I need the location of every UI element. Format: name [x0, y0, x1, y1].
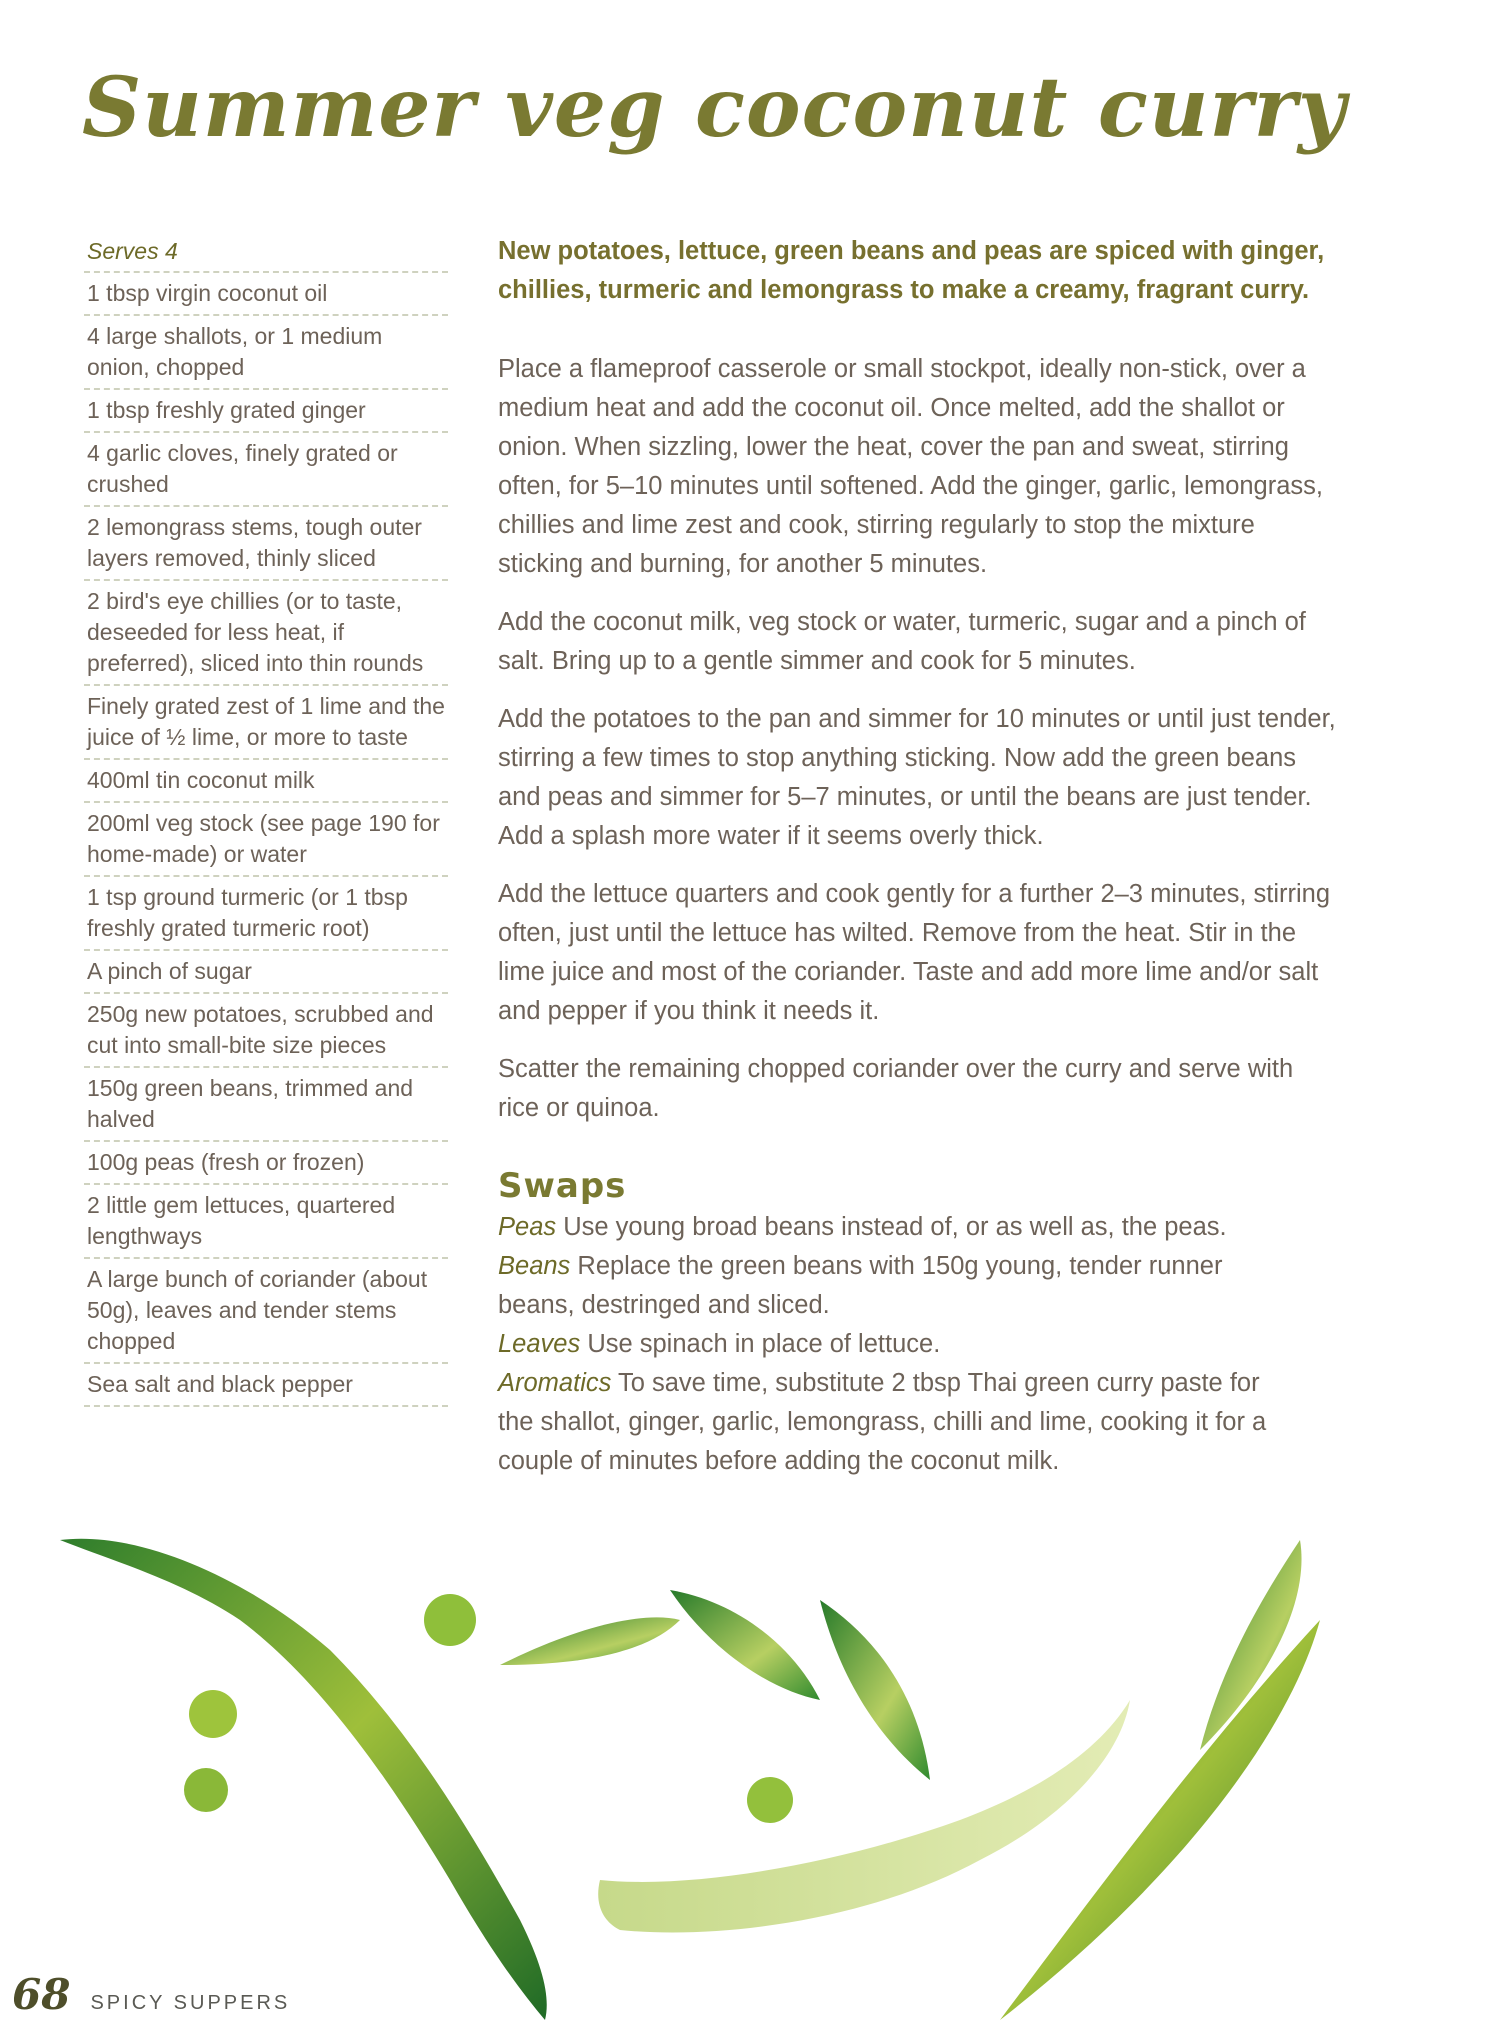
- ingredient-item: 400ml tin coconut milk: [84, 760, 448, 803]
- coriander-leaf: [670, 1590, 820, 1700]
- swap-item: [498, 1208, 1278, 1247]
- swap-item: [498, 1247, 1278, 1325]
- ingredient-item: A pinch of sugar: [84, 951, 448, 994]
- method-step: Scatter the remaining chopped coriander over the curry and serve with rice or quinoa.: [498, 1055, 1294, 1122]
- swap-label: Leaves: [498, 1330, 581, 1358]
- vegetable-illustration: [0, 1500, 1500, 2041]
- coriander-leaf: [500, 1617, 680, 1665]
- pea: [747, 1777, 793, 1823]
- swaps-heading: Swaps: [498, 1166, 627, 1206]
- lettuce-leaf: [1000, 1620, 1320, 2020]
- swap-text: Use spinach in place of lettuce.: [580, 1330, 941, 1358]
- ingredient-item: 2 lemongrass stems, tough outer layers removed, thinly sliced: [84, 507, 448, 581]
- page-footer: [12, 1970, 290, 2019]
- recipe-title: Summer veg coconut curry: [82, 60, 1347, 156]
- swap-text: To save time, substitute 2 tbsp Thai green curry paste for the shallot, ginger, garlic, lemongrass, chilli and lime, cooking it for a couple of minutes before adding the coconut milk.: [498, 1369, 1267, 1475]
- serves-label: Serves 4: [84, 232, 448, 273]
- ingredient-item: 250g new potatoes, scrubbed and cut into small-bite size pieces: [84, 994, 448, 1068]
- ingredient-item: 150g green beans, trimmed and halved: [84, 1068, 448, 1142]
- runner-bean: [598, 1700, 1130, 1932]
- ingredient-item: 200ml veg stock (see page 190 for home-made) or water: [84, 803, 448, 877]
- ingredient-item: 1 tsp ground turmeric (or 1 tbsp freshly grated turmeric root): [84, 877, 448, 951]
- swap-item: [498, 1364, 1278, 1481]
- swap-label: Beans: [498, 1252, 571, 1280]
- page-number: 68: [12, 1970, 71, 2019]
- ingredient-item: A large bunch of coriander (about 50g), leaves and tender stems chopped: [84, 1259, 448, 1364]
- method-step: Add the coconut milk, veg stock or water, turmeric, sugar and a pinch of salt. Bring up to a gentle simmer and cook for 5 minutes.: [498, 608, 1306, 675]
- section-name: SPICY SUPPERS: [90, 1992, 291, 2014]
- ingredient-item: 2 little gem lettuces, quartered lengthways: [84, 1185, 448, 1259]
- ingredient-item: 1 tbsp freshly grated ginger: [84, 390, 448, 433]
- swap-item: [498, 1325, 1278, 1364]
- swap-label: Peas: [498, 1213, 557, 1241]
- recipe-intro: New potatoes, lettuce, green beans and peas are spiced with ginger, chillies, turmeric and lemongrass to make a creamy, fragrant curry.: [498, 237, 1325, 304]
- ingredient-item: 4 large shallots, or 1 medium onion, chopped: [84, 316, 448, 390]
- ingredient-item: 1 tbsp virgin coconut oil: [84, 273, 448, 316]
- pea: [424, 1594, 476, 1646]
- ingredients-list: [84, 232, 448, 1407]
- method-step: Add the potatoes to the pan and simmer for 10 minutes or until just tender, stirring a few times to stop anything sticking. Now add the green beans and peas and simmer for 5–7 minutes, or until the beans are just tender. Add a splash more water if it seems overly thick.: [498, 705, 1336, 850]
- ingredient-item: 100g peas (fresh or frozen): [84, 1142, 448, 1185]
- swap-text: Replace the green beans with 150g young, tender runner beans, destringed and sliced.: [498, 1252, 1223, 1319]
- ingredient-item: 4 garlic cloves, finely grated or crushed: [84, 433, 448, 507]
- swap-label: Aromatics: [498, 1369, 612, 1397]
- pea: [184, 1768, 228, 1812]
- pea: [189, 1690, 237, 1738]
- coriander-leaf: [820, 1600, 930, 1780]
- method-step: Place a flameproof casserole or small stockpot, ideally non-stick, over a medium heat and add the coconut oil. Once melted, add the shallot or onion. When sizzling, lower the heat, cover the pan and sweat, stirring often, for 5–10 minutes until softened. Add the ginger, garlic, lemongrass, chillies and lime zest and cook, stirring regularly to stop the mixture sticking and burning, for another 5 minutes.: [498, 355, 1324, 578]
- method-column: [498, 232, 1338, 1481]
- swap-text: Use young broad beans instead of, or as well as, the peas.: [556, 1213, 1227, 1241]
- method-step: Add the lettuce quarters and cook gently for a further 2–3 minutes, stirring often, just until the lettuce has wilted. Remove from the heat. Stir in the lime juice and most of the coriander. Taste and add more lime and/or salt and pepper if you think it needs it.: [498, 880, 1331, 1025]
- ingredient-item: 2 bird's eye chillies (or to taste, deseeded for less heat, if preferred), sliced into thin rounds: [84, 581, 448, 686]
- ingredient-item: Finely grated zest of 1 lime and the juice of ½ lime, or more to taste: [84, 686, 448, 760]
- ingredient-item: Sea salt and black pepper: [84, 1364, 448, 1407]
